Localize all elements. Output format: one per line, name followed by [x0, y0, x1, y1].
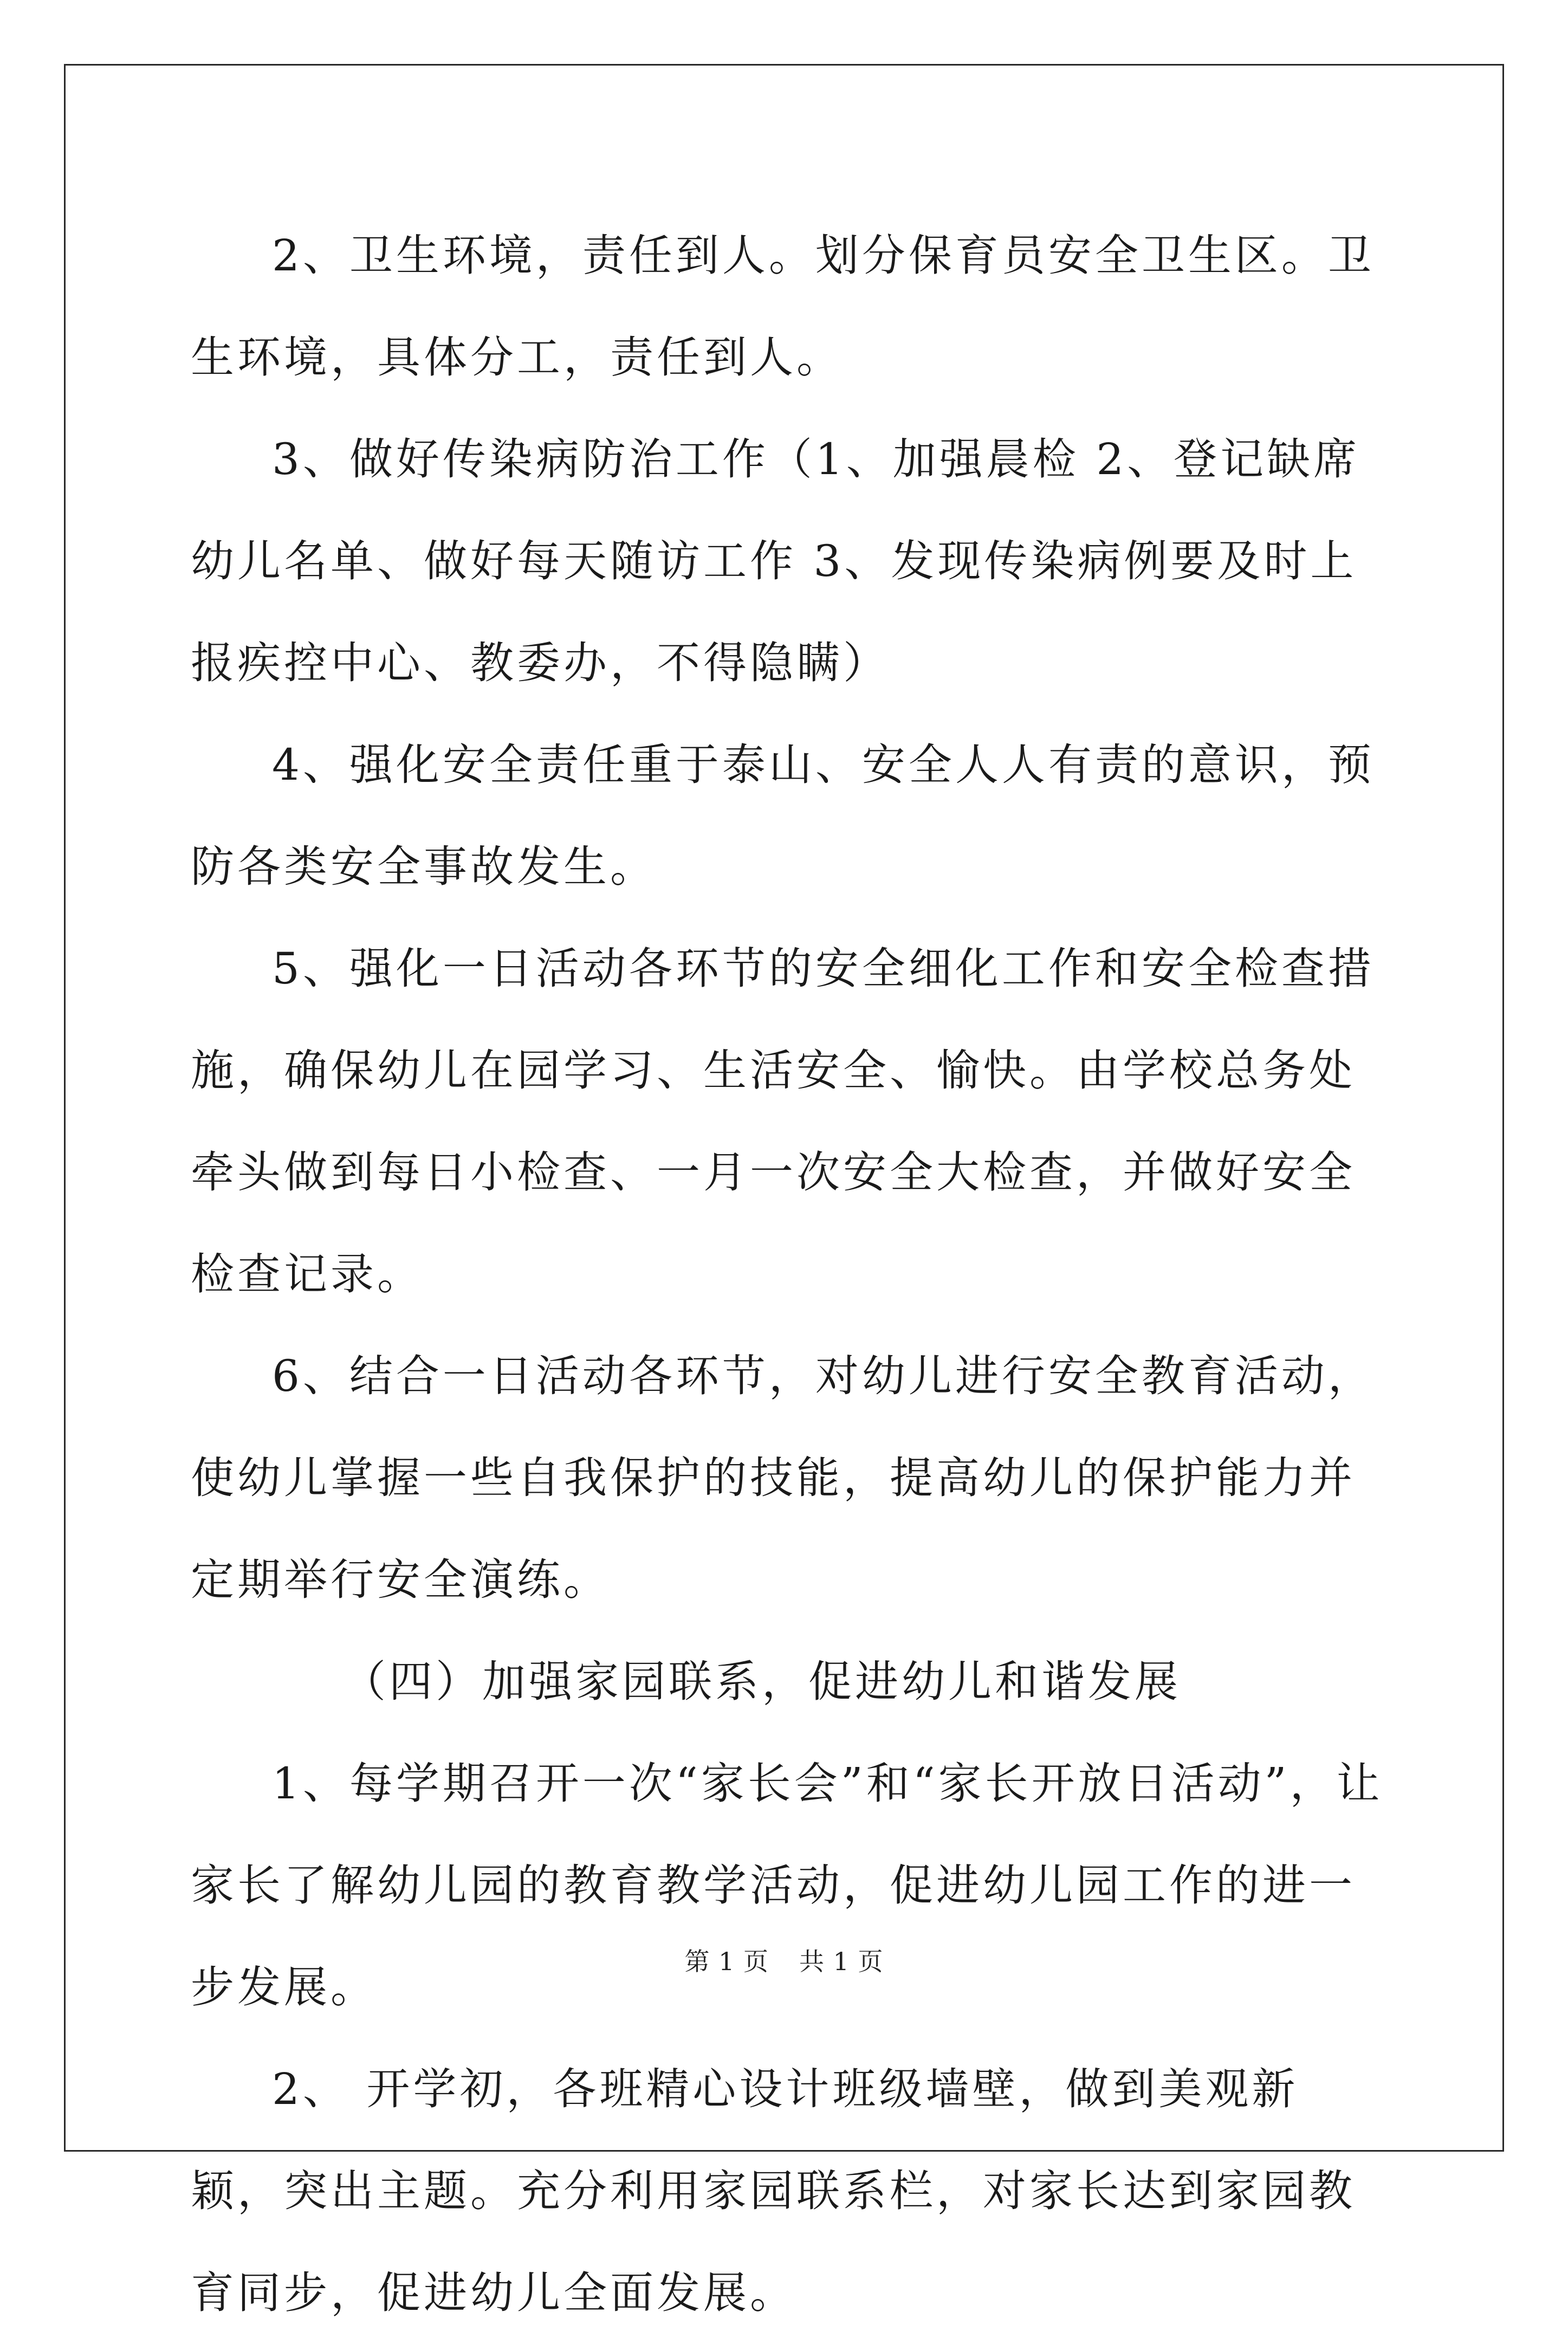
paragraph-item-6-safety-education: 6、结合一日活动各环节，对幼儿进行安全教育活动，使幼儿掌握一些自我保护的技能，提高幼儿的保护能力并定期举行安全演练。	[191, 1351, 1375, 1605]
paragraph-item-2-hygiene: 2、卫生环境，责任到人。划分保育员安全卫生区。卫生环境，具体分工，责任到人。	[191, 230, 1375, 383]
page-total: 共 1 页	[799, 1947, 884, 1976]
paragraph-item-5-daily-inspection: 5、强化一日活动各环节的安全细化工作和安全检查措施，确保幼儿在园学习、生活安全、愉快。由学校总务处牵头做到每日小检查、一月一次安全大检查，并做好安全检查记录。	[191, 943, 1375, 1299]
paragraph-item-3-disease-prevention: 3、做好传染病防治工作（1、加强晨检 2、登记缺席幼儿名单、做好每天随访工作 3、发现传染病例要及时上报疾控中心、教委办，不得隐瞒）	[191, 434, 1360, 688]
page-number: 第 1 页	[684, 1947, 769, 1976]
section-heading-home-school: （四）加强家园联系，促进幼儿和谐发展	[342, 1656, 1181, 1707]
paragraph-item-4-safety-awareness: 4、强化安全责任重于泰山、安全人人有责的意识，预防各类安全事故发生。	[191, 740, 1375, 892]
paragraph-item-2-class-wall: 2、 开学初，各班精心设计班级墙壁，做到美观新颖，突出主题。充分利用家园联系栏，对家长达到家园教育同步，促进幼儿全面发展。	[191, 2064, 1356, 2318]
page-footer	[0, 1942, 1568, 1978]
document-body	[191, 205, 1389, 2344]
paragraph-item-1-parent-meeting: 1、每学期召开一次“家长会”和“家长开放日活动”，让家长了解幼儿园的教育教学活动，促进幼儿园工作的进一步发展。	[191, 1758, 1383, 2012]
